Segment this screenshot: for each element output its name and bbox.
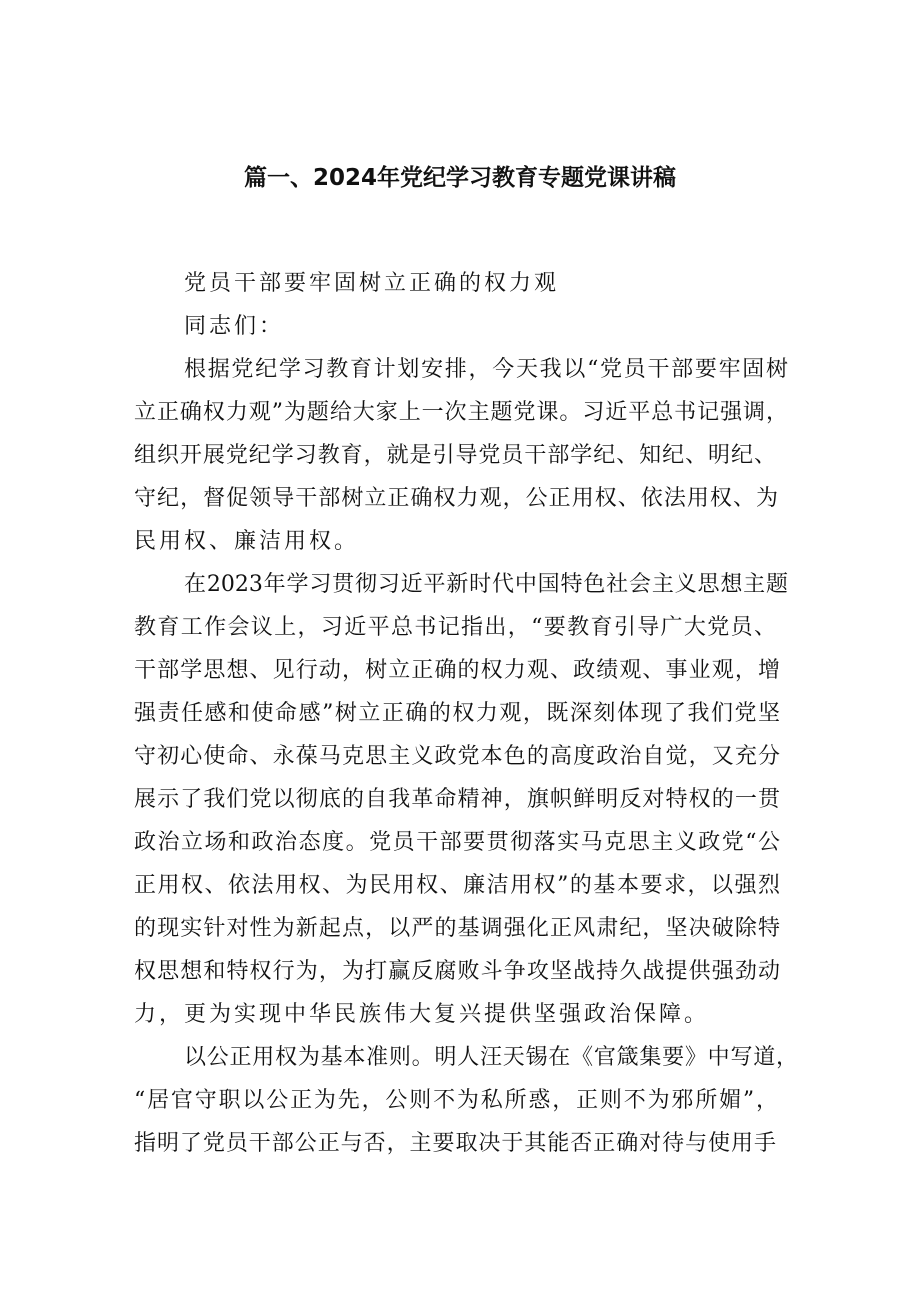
paragraph-line: “居官守职以公正为先，公则不为私所惑，正则不为邪所媚”， (134, 1088, 778, 1113)
paragraph-line: 守纪，督促领导干部树立正确权力观，公正用权、依法用权、为 (134, 486, 778, 511)
paragraph-line: 正用权、依法用权、为民用权、廉洁用权”的基本要求，以强烈 (134, 873, 780, 898)
paragraph-line: 教育工作会议上，习近平总书记指出，“要教育引导广大党员、 (134, 615, 776, 640)
paragraph-line: 力，更为实现中华民族伟大复兴提供坚强政治保障。 (134, 1002, 710, 1027)
paragraph-line: 组织开展党纪学习教育，就是引导党员干部学纪、知纪、明纪、 (134, 443, 776, 468)
paragraph-line: 的现实针对性为新起点，以严的基调强化正风肃纪，坚决破除特 (134, 916, 780, 941)
speech-subtitle: 党员干部要牢固树立正确的权力观 (184, 271, 560, 296)
paragraph-line: 守初心使命、永葆马克思主义政党本色的高度政治自觉，又充分 (134, 744, 780, 769)
paragraph-line: 政治立场和政治态度。党员干部要贯彻落实马克思主义政党“公 (134, 830, 780, 855)
paragraph-line: 指明了党员干部公正与否，主要取决于其能否正确对待与使用手 (134, 1131, 776, 1156)
paragraph-line: 在2023年学习贯彻习近平新时代中国特色社会主义思想主题 (184, 572, 788, 597)
paragraph-line: 权思想和特权行为，为打赢反腐败斗争攻坚战持久战提供强劲动 (134, 959, 780, 984)
paragraph-line: 民用权、廉洁用权。 (134, 529, 360, 554)
paragraph-line: 干部学思想、见行动，树立正确的权力观、政绩观、事业观，增 (134, 658, 780, 683)
paragraph-line: 立正确权力观”为题给大家上一次主题党课。习近平总书记强调， (134, 400, 788, 425)
paragraph-line: 展示了我们党以彻底的自我革命精神，旗帜鲜明反对特权的一贯 (134, 787, 780, 812)
document-title: 篇一、2024年党纪学习教育专题党课讲稿 (243, 165, 676, 191)
paragraph-line: 根据党纪学习教育计划安排，今天我以“党员干部要牢固树 (184, 357, 788, 382)
paragraph-line: 以公正用权为基本准则。明人汪天锡在《官箴集要》中写道， (184, 1045, 798, 1070)
paragraph-line: 强责任感和使命感”树立正确的权力观，既深刻体现了我们党坚 (134, 701, 780, 726)
salutation: 同志们： (184, 314, 285, 339)
